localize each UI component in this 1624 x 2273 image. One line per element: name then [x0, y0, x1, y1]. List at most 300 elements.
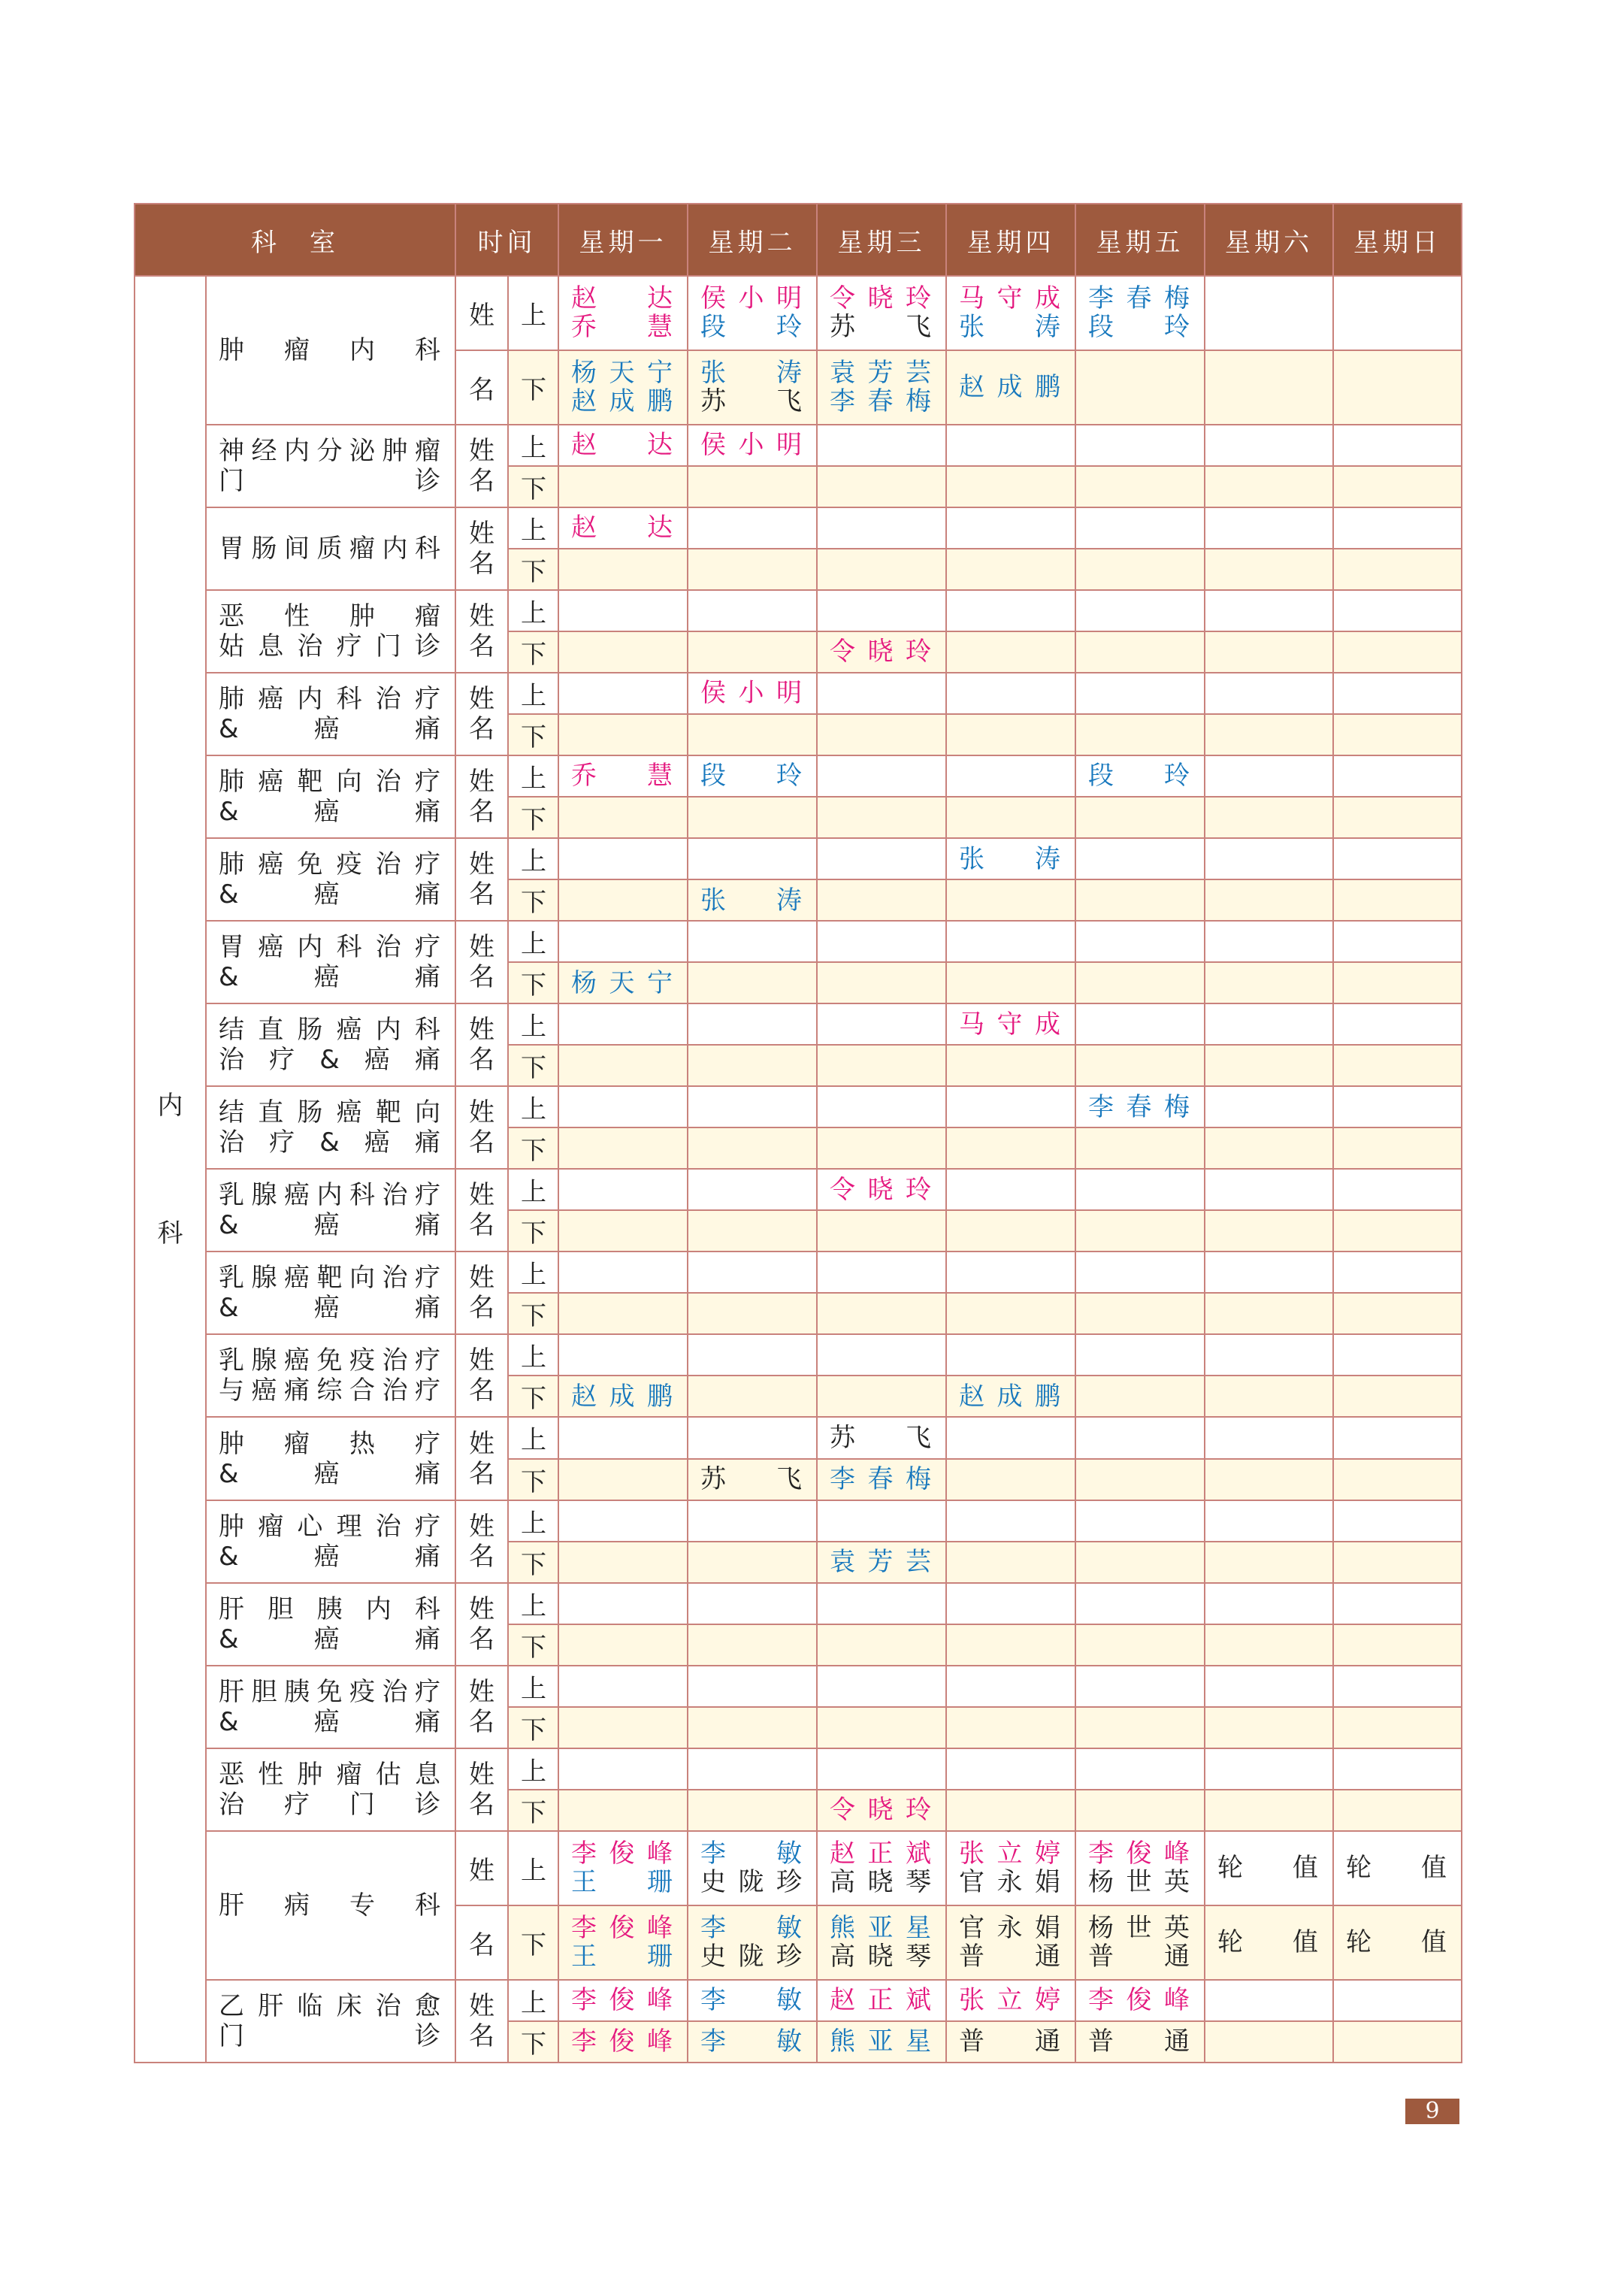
name-label	[455, 1583, 508, 1666]
doctor-cell	[817, 1334, 946, 1376]
doctor-cell	[688, 1980, 817, 2021]
doctor-cell	[1205, 350, 1333, 425]
doctor-name: 高晓琴	[830, 1942, 933, 1972]
doctor-name: 赵正斌	[830, 1985, 933, 2016]
doctor-cell	[1205, 1252, 1333, 1293]
doctor-cell	[558, 466, 688, 507]
doctor-cell	[1333, 1459, 1462, 1500]
department-name-line: &癌痛	[219, 1293, 443, 1324]
doctor-cell	[1075, 1417, 1205, 1458]
doctor-cell	[1205, 962, 1333, 1003]
time-pm: 下	[508, 1045, 558, 1086]
doctor-name: 李敏	[700, 1985, 804, 2016]
doctor-name: 马守成	[959, 1009, 1063, 1040]
doctor-cell	[1333, 1210, 1462, 1252]
doctor-cell	[1075, 1790, 1205, 1831]
doctor-name: 袁芳芸	[830, 358, 933, 389]
doctor-cell	[688, 1003, 817, 1045]
doctor-cell	[946, 1459, 1075, 1500]
doctor-cell	[1075, 1252, 1205, 1293]
doctor-cell	[558, 1293, 688, 1334]
doctor-cell	[1075, 714, 1205, 755]
doctor-name: 官永娟	[959, 1867, 1063, 1898]
schedule-row-am	[135, 1831, 1462, 1905]
doctor-name: 李春梅	[830, 386, 933, 417]
doctor-cell	[1075, 755, 1205, 797]
time-am: 上	[508, 1583, 558, 1624]
doctor-cell	[1333, 466, 1462, 507]
department-name-line: 乙肝临床治愈	[219, 1990, 443, 2021]
header-row	[135, 204, 1462, 276]
name-label-char: 名	[469, 548, 494, 579]
doctor-cell	[817, 1003, 946, 1045]
doctor-cell	[946, 466, 1075, 507]
doctor-cell	[558, 879, 688, 921]
name-label-char: 姓	[469, 1015, 494, 1046]
schedule-row-am	[135, 921, 1462, 962]
name-label-char: 姓	[469, 435, 494, 466]
doctor-cell	[817, 673, 946, 714]
doctor-cell	[688, 1748, 817, 1790]
doctor-name: 轮值	[1217, 1927, 1320, 1958]
time-am: 上	[508, 1666, 558, 1707]
doctor-cell	[1333, 1500, 1462, 1542]
name-label-char: 名	[469, 2020, 494, 2051]
doctor-cell	[688, 1624, 817, 1666]
department-name-line: &癌痛	[219, 797, 443, 827]
time-pm: 下	[508, 1542, 558, 1583]
doctor-cell	[946, 797, 1075, 838]
doctor-cell	[817, 1417, 946, 1458]
doctor-name: 苏飞	[830, 1422, 933, 1453]
doctor-cell	[558, 425, 688, 466]
doctor-cell	[817, 1459, 946, 1500]
doctor-cell	[817, 797, 946, 838]
doctor-cell	[1333, 1666, 1462, 1707]
name-label	[455, 1169, 508, 1252]
doctor-cell	[688, 714, 817, 755]
doctor-cell	[688, 1790, 817, 1831]
schedule-row-am	[135, 1169, 1462, 1210]
doctor-cell	[1205, 1980, 1333, 2021]
department-name-line: 肿瘤热疗	[219, 1428, 443, 1459]
doctor-cell	[1075, 1086, 1205, 1127]
doctor-cell	[1075, 1045, 1205, 1086]
doctor-name: 李敏	[700, 2026, 804, 2057]
doctor-cell	[558, 2021, 688, 2063]
doctor-cell	[1333, 1334, 1462, 1376]
doctor-cell	[1333, 1293, 1462, 1334]
doctor-cell	[558, 1252, 688, 1293]
doctor-cell	[1205, 425, 1333, 466]
doctor-cell	[1205, 1707, 1333, 1748]
doctor-cell	[558, 962, 688, 1003]
doctor-cell	[946, 1624, 1075, 1666]
doctor-cell	[688, 1417, 817, 1458]
department-name-line: 恶性肿瘤	[219, 601, 443, 631]
doctor-cell	[558, 590, 688, 631]
schedule-row-am	[135, 1500, 1462, 1542]
doctor-cell	[817, 879, 946, 921]
doctor-cell	[688, 1127, 817, 1169]
doctor-name: 普通	[959, 1942, 1063, 1972]
doctor-cell	[558, 797, 688, 838]
doctor-cell	[946, 755, 1075, 797]
time-pm: 下	[508, 962, 558, 1003]
doctor-cell	[817, 590, 946, 631]
doctor-cell	[946, 1252, 1075, 1293]
time-pm: 下	[508, 797, 558, 838]
doctor-name: 李春梅	[830, 1464, 933, 1495]
doctor-name: 赵正斌	[830, 1839, 933, 1869]
doctor-cell	[946, 1334, 1075, 1376]
name-label-char: 姓	[469, 1594, 494, 1624]
doctor-cell	[1333, 673, 1462, 714]
doctor-cell	[817, 1127, 946, 1169]
name-label-char: 姓	[469, 1676, 494, 1707]
doctor-name: 杨世英	[1088, 1913, 1192, 1944]
name-label-char: 名	[469, 1210, 494, 1241]
doctor-cell	[558, 1500, 688, 1542]
doctor-cell	[1205, 1293, 1333, 1334]
doctor-cell	[1075, 549, 1205, 590]
doctor-cell	[1205, 921, 1333, 962]
time-am: 上	[508, 1003, 558, 1045]
schedule-row-am	[135, 425, 1462, 466]
doctor-cell	[817, 1583, 946, 1624]
name-label-char: 姓	[469, 1180, 494, 1211]
doctor-cell	[1075, 1210, 1205, 1252]
doctor-cell	[1075, 1169, 1205, 1210]
doctor-cell	[558, 1707, 688, 1748]
doctor-cell	[1205, 673, 1333, 714]
doctor-name: 李春梅	[1088, 283, 1192, 314]
doctor-cell	[1333, 549, 1462, 590]
doctor-cell	[1075, 1831, 1205, 1905]
doctor-cell	[558, 1376, 688, 1417]
doctor-cell	[688, 590, 817, 631]
name-label	[455, 1003, 508, 1086]
doctor-cell	[817, 714, 946, 755]
doctor-cell	[946, 1417, 1075, 1458]
doctor-cell	[817, 1542, 946, 1583]
doctor-cell	[688, 673, 817, 714]
doctor-cell	[688, 1583, 817, 1624]
doctor-cell	[558, 507, 688, 549]
doctor-cell	[558, 631, 688, 673]
doctor-cell	[817, 1748, 946, 1790]
doctor-cell	[1333, 1790, 1462, 1831]
doctor-name: 侯小明	[700, 283, 804, 314]
doctor-cell	[1075, 1003, 1205, 1045]
doctor-cell	[1075, 921, 1205, 962]
doctor-cell	[817, 1790, 946, 1831]
doctor-cell	[1333, 1417, 1462, 1458]
doctor-cell	[688, 879, 817, 921]
doctor-cell	[1205, 276, 1333, 350]
doctor-name: 王珊	[571, 1942, 675, 1972]
doctor-name: 张立婷	[959, 1839, 1063, 1869]
doctor-cell	[1075, 466, 1205, 507]
time-pm: 下	[508, 1624, 558, 1666]
doctor-cell	[688, 1210, 817, 1252]
department-name-line: 治疗&癌痛	[219, 1127, 443, 1158]
schedule-row-am	[135, 673, 1462, 714]
name-label	[455, 507, 508, 590]
doctor-cell	[817, 631, 946, 673]
doctor-name: 赵达	[571, 430, 675, 461]
doctor-name: 李俊峰	[571, 1839, 675, 1869]
doctor-cell	[558, 1666, 688, 1707]
department-name-line: 治疗&癌痛	[219, 1045, 443, 1076]
doctor-cell	[1333, 1086, 1462, 1127]
department-name	[206, 1086, 455, 1169]
doctor-cell	[1075, 1542, 1205, 1583]
doctor-cell	[946, 631, 1075, 673]
doctor-name: 轮值	[1346, 1853, 1449, 1884]
department-name	[206, 1500, 455, 1583]
department-name-line: 胃癌内科治疗	[219, 932, 443, 963]
doctor-cell	[817, 1707, 946, 1748]
department-name-line: &癌痛	[219, 1624, 443, 1654]
department-name-line: 与癌痛综合治疗	[219, 1376, 443, 1406]
doctor-cell	[946, 590, 1075, 631]
doctor-cell	[817, 1252, 946, 1293]
doctor-cell	[558, 921, 688, 962]
doctor-cell	[1075, 1707, 1205, 1748]
name-label-char: 名	[469, 1127, 494, 1158]
name-label	[455, 1086, 508, 1169]
doctor-cell	[1333, 838, 1462, 879]
doctor-cell	[946, 1905, 1075, 1980]
doctor-cell	[688, 1376, 817, 1417]
name-label: 名	[455, 1905, 508, 1980]
department-name-line: 肿瘤内科	[219, 334, 443, 365]
doctor-name: 张涛	[959, 843, 1063, 874]
department-name	[206, 755, 455, 838]
time-pm: 下	[508, 1790, 558, 1831]
time-am: 上	[508, 507, 558, 549]
doctor-cell	[1333, 1127, 1462, 1169]
doctor-cell	[1075, 673, 1205, 714]
time-pm: 下	[508, 1210, 558, 1252]
department-name	[206, 838, 455, 921]
doctor-cell	[688, 797, 817, 838]
department-name	[206, 425, 455, 507]
doctor-name: 熊亚星	[830, 1913, 933, 1944]
doctor-cell	[946, 1293, 1075, 1334]
name-label-char: 名	[469, 879, 494, 910]
department-name-line: 结直肠癌靶向	[219, 1097, 443, 1128]
doctor-cell	[1205, 2021, 1333, 2063]
department-name-line: 胃肠间质瘤内科	[219, 533, 443, 564]
doctor-cell	[1075, 879, 1205, 921]
time-am: 上	[508, 590, 558, 631]
time-am: 上	[508, 1500, 558, 1542]
doctor-cell	[817, 838, 946, 879]
doctor-cell	[1205, 1583, 1333, 1624]
schedule-row-am	[135, 1666, 1462, 1707]
doctor-cell	[946, 1045, 1075, 1086]
name-label	[455, 1500, 508, 1583]
doctor-cell	[688, 1252, 817, 1293]
doctor-cell	[946, 1003, 1075, 1045]
doctor-cell	[558, 1624, 688, 1666]
doctor-cell	[1333, 1003, 1462, 1045]
doctor-name: 赵成鹏	[571, 1381, 675, 1412]
doctor-cell	[946, 2021, 1075, 2063]
doctor-cell	[1205, 466, 1333, 507]
time-am: 上	[508, 1417, 558, 1458]
name-label	[455, 425, 508, 507]
doctor-cell	[817, 276, 946, 350]
doctor-name: 官永娟	[959, 1913, 1063, 1944]
doctor-cell	[688, 425, 817, 466]
doctor-name: 张涛	[700, 885, 804, 916]
doctor-cell	[1333, 1624, 1462, 1666]
doctor-cell	[688, 1086, 817, 1127]
doctor-cell	[1205, 1045, 1333, 1086]
schedule-row-am	[135, 276, 1462, 350]
doctor-cell	[558, 1086, 688, 1127]
department-name-line: 结直肠癌内科	[219, 1015, 443, 1046]
doctor-cell	[1075, 425, 1205, 466]
doctor-name: 赵成鹏	[959, 1381, 1063, 1412]
department-name-line: &癌痛	[219, 1706, 443, 1737]
doctor-cell	[1075, 1459, 1205, 1500]
doctor-cell	[1205, 549, 1333, 590]
doctor-cell	[1205, 1210, 1333, 1252]
schedule-row-am	[135, 1748, 1462, 1790]
doctor-cell	[1333, 1831, 1462, 1905]
name-label-char: 姓	[469, 1428, 494, 1459]
doctor-name: 苏飞	[700, 1464, 804, 1495]
name-label-char: 名	[469, 1045, 494, 1076]
name-label: 姓	[455, 1831, 508, 1905]
doctor-cell	[1205, 1831, 1333, 1905]
doctor-cell	[946, 425, 1075, 466]
doctor-cell	[817, 1624, 946, 1666]
doctor-cell	[1205, 1459, 1333, 1500]
time-pm: 下	[508, 879, 558, 921]
schedule-row-am	[135, 1980, 1462, 2021]
department-name	[206, 507, 455, 590]
time-pm: 下	[508, 631, 558, 673]
doctor-cell	[688, 1169, 817, 1210]
time-am: 上	[508, 1169, 558, 1210]
schedule-row-am	[135, 755, 1462, 797]
doctor-cell	[1075, 1500, 1205, 1542]
doctor-name: 高晓琴	[830, 1867, 933, 1898]
name-label: 名	[455, 350, 508, 425]
doctor-cell	[688, 1293, 817, 1334]
doctor-cell	[558, 1210, 688, 1252]
department-name	[206, 1831, 455, 1980]
doctor-cell	[1333, 1583, 1462, 1624]
doctor-name: 苏飞	[830, 312, 933, 343]
name-label	[455, 590, 508, 673]
doctor-name: 令晓玲	[830, 283, 933, 314]
doctor-cell	[1075, 1980, 1205, 2021]
doctor-cell	[1333, 755, 1462, 797]
doctor-cell	[817, 1500, 946, 1542]
department-name	[206, 1252, 455, 1334]
time-am: 上	[508, 1086, 558, 1127]
doctor-cell	[946, 1500, 1075, 1542]
doctor-cell	[1205, 507, 1333, 549]
department-name-line: 肺癌免疫治疗	[219, 849, 443, 880]
name-label-char: 名	[469, 1541, 494, 1572]
schedule-row-am	[135, 1086, 1462, 1127]
doctor-cell	[558, 1583, 688, 1624]
category-cell	[135, 276, 206, 2063]
doctor-cell	[688, 1666, 817, 1707]
doctor-cell	[946, 962, 1075, 1003]
department-name	[206, 1748, 455, 1831]
doctor-cell	[1333, 276, 1462, 350]
doctor-cell	[946, 1831, 1075, 1905]
doctor-cell	[817, 1045, 946, 1086]
doctor-cell	[946, 1980, 1075, 2021]
department-name	[206, 590, 455, 673]
name-label-char: 名	[469, 797, 494, 827]
doctor-cell	[946, 549, 1075, 590]
doctor-name: 熊亚星	[830, 2026, 933, 2057]
doctor-name: 乔慧	[571, 761, 675, 791]
doctor-name: 李俊峰	[571, 2026, 675, 2057]
time-am: 上	[508, 838, 558, 879]
doctor-cell	[558, 1905, 688, 1980]
doctor-cell	[1333, 1542, 1462, 1583]
doctor-name: 李春梅	[1088, 1091, 1192, 1122]
doctor-cell	[817, 1169, 946, 1210]
doctor-cell	[1075, 838, 1205, 879]
doctor-cell	[817, 1905, 946, 1980]
doctor-cell	[946, 1707, 1075, 1748]
page-number: 9	[1405, 2099, 1459, 2124]
name-label	[455, 1252, 508, 1334]
doctor-name: 赵达	[571, 283, 675, 314]
doctor-cell	[558, 714, 688, 755]
department-name-line: &癌痛	[219, 1210, 443, 1241]
doctor-cell	[946, 1169, 1075, 1210]
header-day: 星期四	[946, 204, 1075, 276]
doctor-cell	[1075, 350, 1205, 425]
name-label	[455, 921, 508, 1003]
doctor-cell	[1205, 590, 1333, 631]
doctor-name: 侯小明	[700, 430, 804, 461]
doctor-cell	[1205, 1542, 1333, 1583]
department-name-line: 肝病专科	[219, 1890, 443, 1920]
department-name	[206, 276, 455, 425]
doctor-name: 令晓玲	[830, 1795, 933, 1826]
doctor-cell	[817, 1293, 946, 1334]
doctor-cell	[688, 631, 817, 673]
header-day: 星期一	[558, 204, 688, 276]
doctor-cell	[946, 879, 1075, 921]
doctor-name: 张涛	[700, 358, 804, 389]
doctor-cell	[1075, 1666, 1205, 1707]
doctor-name: 张涛	[959, 312, 1063, 343]
doctor-cell	[1075, 1583, 1205, 1624]
name-label-char: 名	[469, 1293, 494, 1324]
doctor-cell	[558, 1748, 688, 1790]
doctor-cell	[1333, 1045, 1462, 1086]
name-label-char: 名	[469, 465, 494, 496]
doctor-cell	[558, 1417, 688, 1458]
doctor-cell	[946, 350, 1075, 425]
doctor-cell	[688, 1831, 817, 1905]
